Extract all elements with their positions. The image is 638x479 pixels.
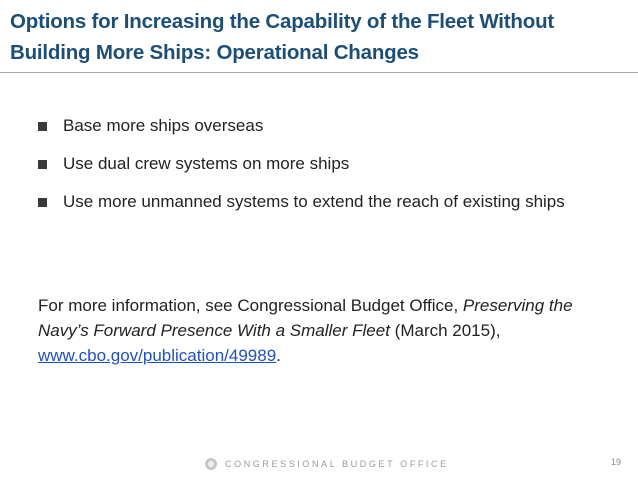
sentence-end: . <box>276 346 281 365</box>
publication-title: Preserving the Navy’s Forward Presence With a Smaller Fleet <box>38 296 573 340</box>
title-divider <box>0 72 638 73</box>
bullet-text: Use dual crew systems on more ships <box>63 154 350 173</box>
square-bullet-icon <box>38 122 47 131</box>
bullet-list <box>38 114 613 228</box>
bullet-text: Base more ships overseas <box>63 116 264 135</box>
more-info-intro: For more information, see Congressional Budget Office, <box>38 296 463 315</box>
publication-date: (March 2015), <box>389 321 501 340</box>
bullet-item <box>38 114 613 137</box>
footer <box>205 456 449 472</box>
square-bullet-icon <box>38 160 47 169</box>
footer-organization: CONGRESSIONAL BUDGET OFFICE <box>225 459 449 469</box>
bullet-item <box>38 152 613 175</box>
cbo-logo-icon <box>205 458 217 470</box>
slide-title: Options for Increasing the Capability of the Fleet Without Building More Ships: Operational Changes <box>10 10 555 64</box>
publication-link[interactable]: www.cbo.gov/publication/49989 <box>38 346 277 365</box>
more-information-note <box>38 293 613 368</box>
square-bullet-icon <box>38 198 47 207</box>
page-number: 19 <box>610 457 621 467</box>
bullet-item <box>38 190 613 213</box>
bullet-text: Use more unmanned systems to extend the reach of existing ships <box>63 192 565 211</box>
